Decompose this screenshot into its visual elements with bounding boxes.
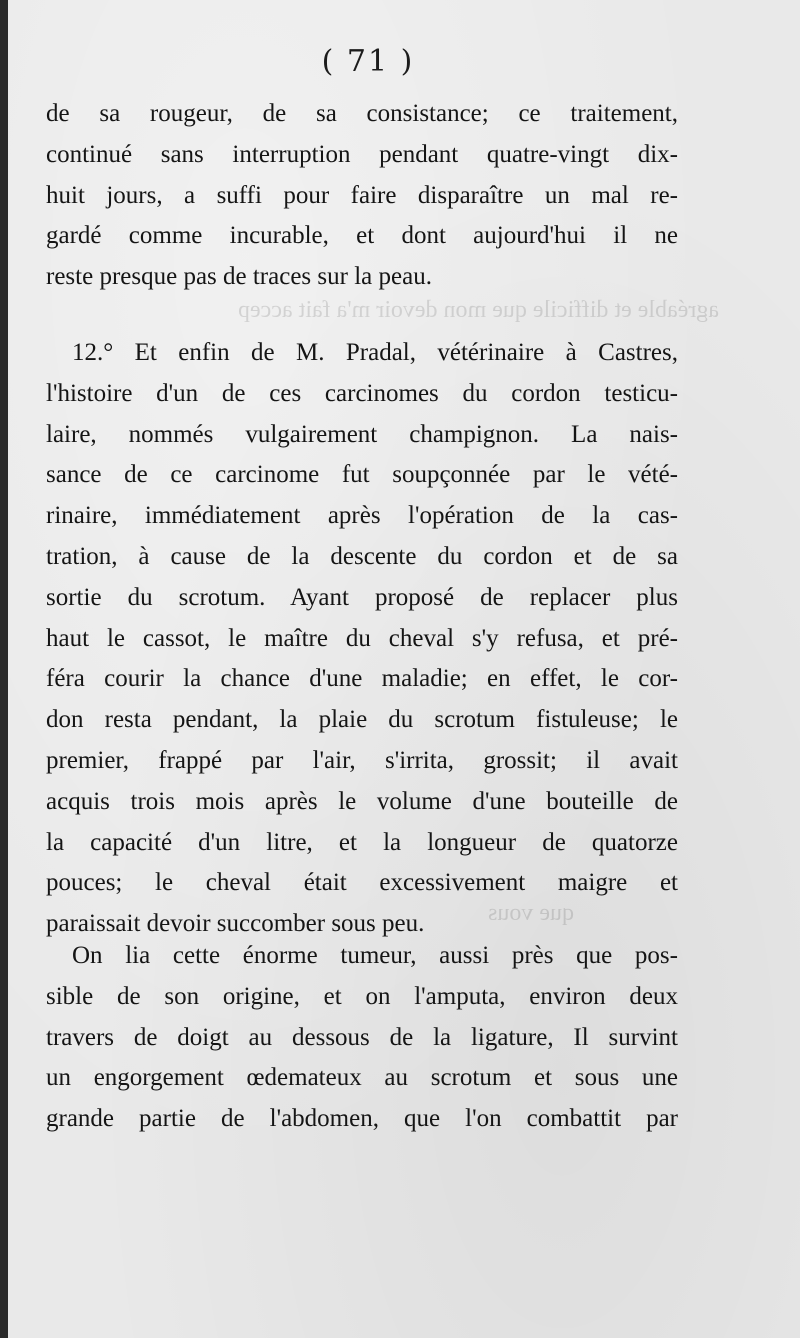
text-line: premier, frappé par l'air, s'irrita, grossit; il avait — [46, 746, 678, 774]
text-line: don resta pendant, la plaie du scrotum fistuleuse; le — [46, 706, 678, 734]
text-line: la capacité d'un litre, et la longueur de quatorze — [46, 828, 678, 856]
text-line: acquis trois mois après le volume d'une bouteille de — [46, 787, 678, 815]
text-line: On lia cette énorme tumeur, aussi près que pos- — [72, 942, 678, 969]
text-line: tration, à cause de la descente du cordon et de sa — [46, 542, 678, 570]
text-line: rinaire, immédiatement après l'opération de la cas- — [46, 502, 678, 530]
text-line: travers de doigt au dessous de la ligature, Il survint — [46, 1023, 678, 1051]
text-line: haut le cassot, le maître du cheval s'y refusa, et pré- — [46, 624, 678, 652]
text-line: féra courir la chance d'une maladie; en effet, le cor- — [46, 665, 678, 693]
text-line: reste presque pas de traces sur la peau. — [46, 263, 432, 291]
text-line: l'histoire d'un de ces carcinomes du cordon testicu- — [46, 379, 678, 407]
text-line: pouces; le cheval était excessivement maigre et — [46, 869, 678, 897]
text-line: sortie du scrotum. Ayant proposé de replacer plus — [46, 583, 678, 611]
text-line: huit jours, a suffi pour faire disparaître un mal re- — [46, 181, 678, 209]
text-line: 12.° Et enfin de M. Pradal, vétérinaire à Castres, — [72, 339, 678, 366]
text-line: continué sans interruption pendant quatre-vingt dix- — [46, 140, 678, 168]
bleed-through-text: agréable et difficile que mon devoir m'a fait accep — [238, 297, 719, 323]
text-line: de sa rougeur, de sa consistance; ce traitement, — [46, 100, 678, 127]
text-line: un engorgement œdemateux au scrotum et sous une — [46, 1064, 678, 1092]
text-line: sible de son origine, et on l'amputa, environ deux — [46, 982, 678, 1010]
book-page — [8, 0, 800, 1338]
text-line: sance de ce carcinome fut soupçonnée par le vété- — [46, 461, 678, 489]
text-line: grande partie de l'abdomen, que l'on combattit par — [46, 1105, 678, 1133]
text-line: paraissait devoir succomber sous peu. — [46, 910, 425, 938]
paragraph-3 — [46, 936, 678, 1140]
text-line: gardé comme incurable, et dont aujourd'hui il ne — [46, 222, 678, 250]
page-number: ( 71 ) — [321, 44, 415, 79]
paragraph-2 — [46, 333, 678, 945]
paragraph-1 — [46, 94, 678, 298]
text-line: laire, nommés vulgairement champignon. La nais- — [46, 420, 678, 448]
bleed-through-text: que vous — [488, 900, 574, 926]
